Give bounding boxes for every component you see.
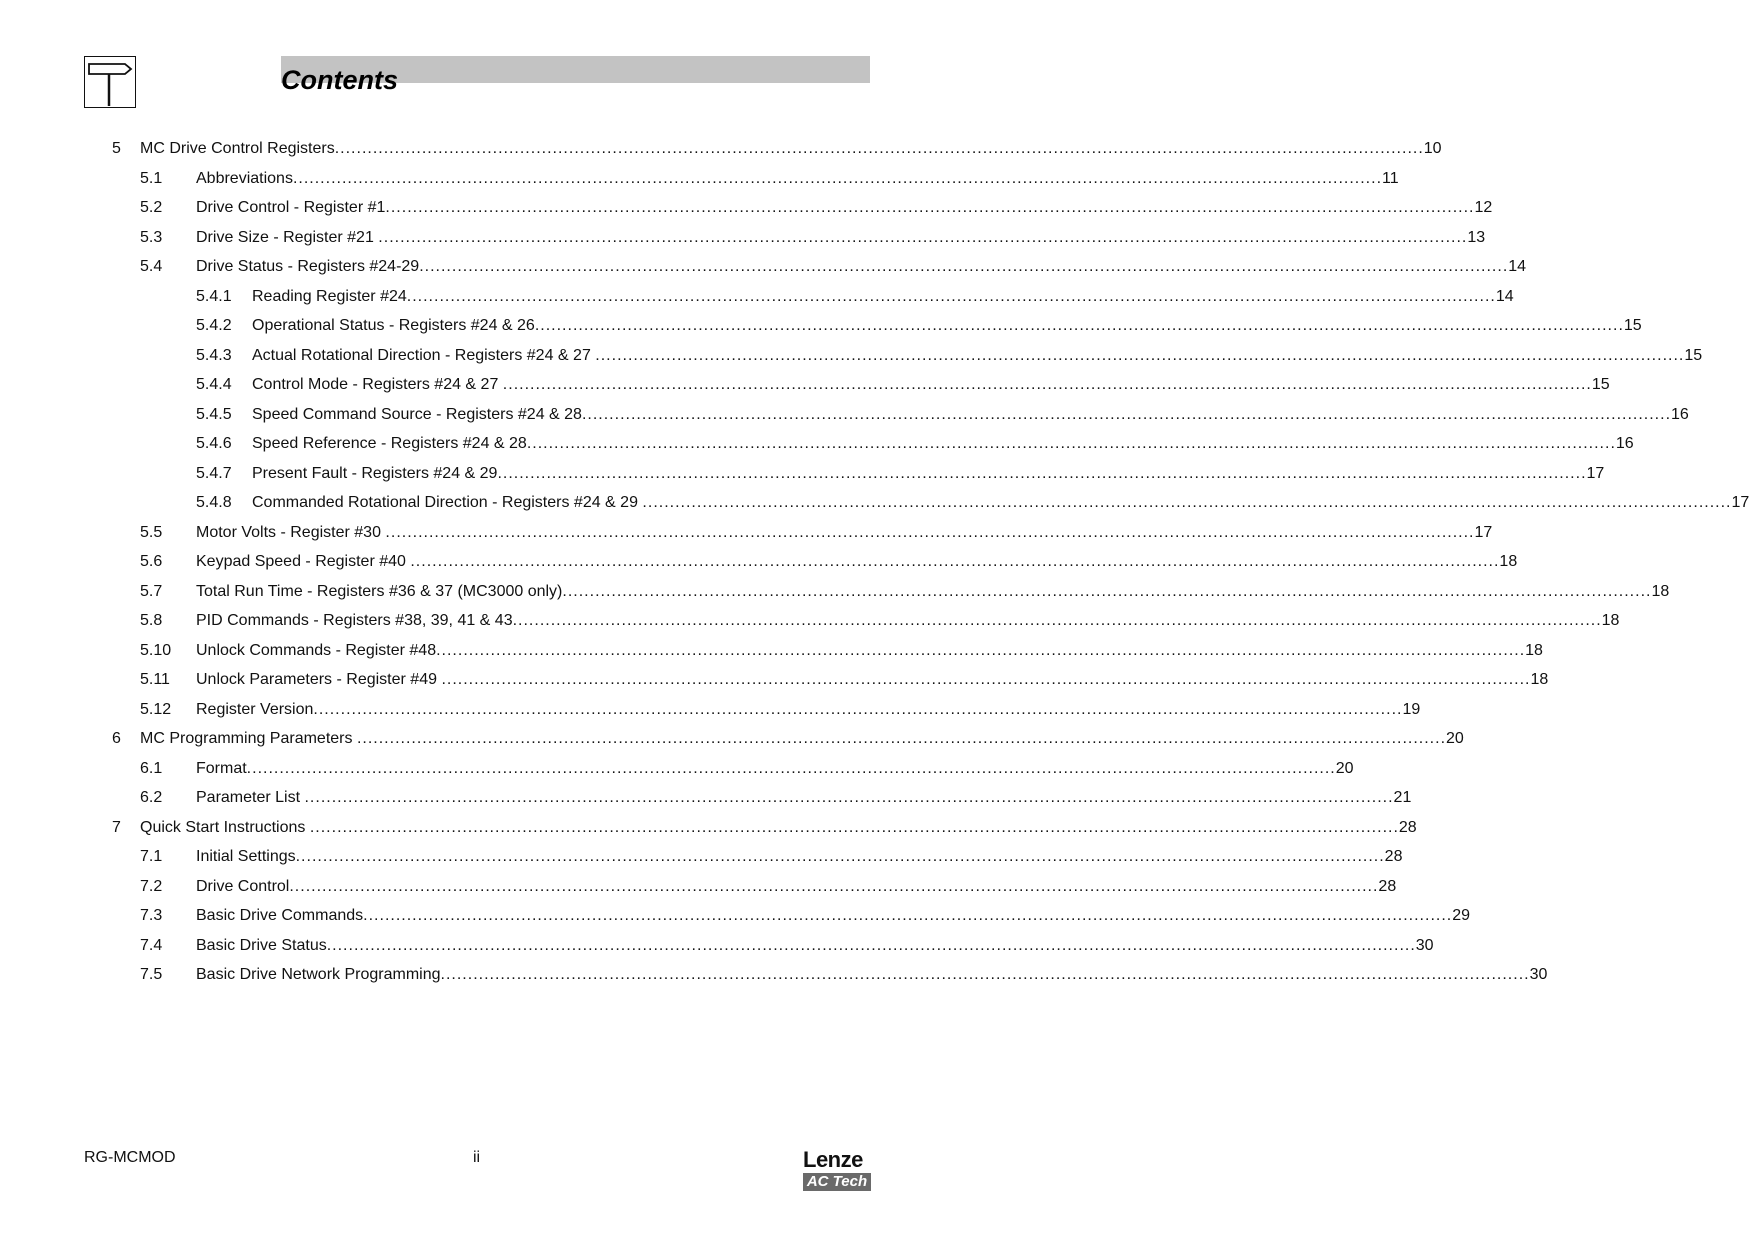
toc-leader-dots: ........................................................................................................................................................................................................	[292, 169, 1383, 187]
toc-leader-dots: ........................................................................................................................................................................................................	[385, 199, 1475, 216]
toc-entry-number: 5.11	[140, 671, 170, 688]
toc-entry-page: 16	[1671, 405, 1689, 423]
toc-entry[interactable]	[0, 636, 1543, 666]
toc-entry[interactable]	[0, 813, 1417, 843]
toc-entry-line	[252, 400, 1689, 430]
toc-entry-page: 30	[1415, 936, 1434, 954]
toc-entry[interactable]	[0, 931, 1434, 961]
toc-entry-number: 5.2	[140, 199, 163, 216]
toc-entry-number: 5.4.2	[196, 317, 232, 334]
toc-entry[interactable]	[0, 311, 1642, 341]
toc-entry-line	[196, 783, 1412, 813]
toc-entry[interactable]	[0, 223, 1486, 253]
toc-entry[interactable]	[0, 429, 1634, 459]
toc-entry-line	[196, 606, 1620, 636]
toc-entry-page: 28	[1384, 848, 1403, 865]
toc-leader-dots: ........................................................................................................................................................................................................	[562, 582, 1652, 600]
toc-entry-page: 18	[1601, 612, 1620, 629]
toc-leader-dots: ........................................................................................................................................................................................................	[356, 730, 1447, 747]
toc-entry-page: 20	[1335, 759, 1354, 777]
toc-leader-dots: ........................................................................................................................................................................................................	[419, 258, 1509, 275]
toc-entry-title: Drive Control - Register #1	[196, 199, 386, 216]
toc-entry-number: 5.4.7	[196, 464, 232, 482]
toc-leader-dots: ........................................................................................................................................................................................................	[406, 287, 1496, 305]
page-number: ii	[473, 1149, 481, 1166]
toc-leader-dots: ........................................................................................................................................................................................................	[295, 848, 1385, 865]
toc-entry-title: Actual Rotational Direction - Registers #24 & 27	[252, 346, 596, 364]
toc-entry-line	[196, 695, 1421, 725]
toc-entry-title: Present Fault - Registers #24 & 29	[252, 464, 498, 482]
toc-leader-dots: ........................................................................................................................................................................................................	[313, 700, 1403, 718]
toc-entry-line	[140, 134, 1442, 164]
toc-leader-dots: ........................................................................................................................................................................................................	[502, 376, 1592, 393]
toc-entry[interactable]	[0, 606, 1620, 636]
toc-entry-number: 5.1	[140, 169, 163, 187]
toc-entry-title: PID Commands - Registers #38, 39, 41 & 43	[196, 612, 513, 629]
toc-entry-line	[140, 724, 1464, 754]
toc-entry[interactable]	[0, 370, 1610, 400]
toc-entry[interactable]	[0, 252, 1527, 282]
toc-entry[interactable]	[0, 872, 1397, 902]
toc-entry-line	[196, 636, 1543, 666]
toc-entry-title: Initial Settings	[196, 848, 296, 865]
toc-leader-dots: ........................................................................................................................................................................................................	[526, 435, 1616, 452]
toc-leader-dots: ........................................................................................................................................................................................................	[378, 228, 1468, 246]
toc-entry[interactable]	[0, 488, 1749, 518]
toc-entry-title: Register Version	[196, 700, 314, 718]
toc-entry-number: 5.4.6	[196, 435, 232, 452]
toc-entry-number: 6.2	[140, 789, 163, 806]
toc-entry-number: 5.12	[140, 700, 172, 718]
toc-entry-number: 5.4	[140, 258, 163, 275]
toc-leader-dots: ........................................................................................................................................................................................................	[246, 759, 1336, 777]
toc-entry[interactable]	[0, 134, 1442, 164]
toc-leader-dots: ........................................................................................................................................................................................................	[595, 346, 1685, 364]
toc-entry-title: Speed Command Source - Registers #24 & 28	[252, 405, 582, 423]
toc-entry-page: 15	[1684, 346, 1703, 364]
toc-entry-page: 15	[1591, 376, 1610, 393]
toc-leader-dots: ........................................................................................................................................................................................................	[326, 936, 1416, 954]
toc-entry-title: Abbreviations	[196, 169, 293, 187]
toc-entry-line	[196, 960, 1548, 990]
toc-entry-number: 7	[112, 818, 121, 836]
toc-entry-page: 18	[1530, 671, 1549, 688]
toc-entry-line	[196, 931, 1434, 961]
toc-entry-page: 17	[1586, 464, 1605, 482]
toc-entry-number: 5.6	[140, 553, 163, 570]
toc-entry-line	[196, 252, 1527, 282]
toc-entry-number: 5.8	[140, 612, 163, 629]
toc-entry[interactable]	[0, 400, 1689, 430]
toc-entry-number: 7.5	[140, 966, 163, 983]
toc-entry-number: 5.4.8	[196, 494, 232, 511]
toc-entry[interactable]	[0, 518, 1493, 548]
toc-entry-page: 16	[1615, 435, 1634, 452]
toc-leader-dots: ........................................................................................................................................................................................................	[440, 966, 1530, 983]
toc-entry-line	[196, 164, 1399, 194]
toc-leader-dots: ........................................................................................................................................................................................................	[289, 877, 1379, 895]
toc-entry-title: Total Run Time - Registers #36 & 37 (MC3000 only)	[196, 582, 563, 600]
toc-entry-page: 28	[1378, 877, 1397, 895]
toc-entry-title: Speed Reference - Registers #24 & 28	[252, 435, 527, 452]
toc-entry-title: Parameter List	[196, 789, 305, 806]
toc-entry-title: Basic Drive Status	[196, 936, 327, 954]
toc-leader-dots: ........................................................................................................................................................................................................	[642, 494, 1732, 511]
toc-entry-title: Operational Status - Registers #24 & 26	[252, 317, 535, 334]
toc-entry-page: 12	[1474, 199, 1493, 216]
toc-entry-line	[252, 311, 1642, 341]
toc-entry[interactable]	[0, 665, 1549, 695]
toc-entry-page: 29	[1452, 907, 1471, 924]
toc-entry-title: Motor Volts - Register #30	[196, 523, 386, 541]
toc-entry-page: 13	[1467, 228, 1486, 246]
toc-entry-number: 5.7	[140, 582, 163, 600]
toc-entry-number: 5.4.5	[196, 405, 232, 423]
toc-leader-dots: ........................................................................................................................................................................................................	[309, 818, 1399, 836]
toc-entry-line	[196, 665, 1549, 695]
toc-entry-page: 19	[1402, 700, 1421, 718]
toc-entry-page: 21	[1393, 789, 1412, 806]
toc-leader-dots: ........................................................................................................................................................................................................	[304, 789, 1394, 806]
toc-entry-title: Drive Control	[196, 877, 290, 895]
toc-leader-dots: ........................................................................................................................................................................................................	[410, 553, 1500, 570]
toc-leader-dots: ........................................................................................................................................................................................................	[363, 907, 1453, 924]
toc-entry-number: 7.4	[140, 936, 163, 954]
toc-entry-page: 17	[1731, 494, 1749, 511]
toc-entry[interactable]	[0, 695, 1421, 725]
toc-entry[interactable]	[0, 960, 1548, 990]
toc-entry[interactable]	[0, 842, 1403, 872]
toc-entry-title: Reading Register #24	[252, 287, 407, 305]
toc-entry[interactable]	[0, 754, 1354, 784]
toc-entry-title: Quick Start Instructions	[140, 818, 310, 836]
toc-entry[interactable]	[0, 164, 1399, 194]
toc-entry-line	[196, 901, 1471, 931]
document-id: RG-MCMOD	[84, 1149, 176, 1166]
toc-entry[interactable]	[0, 547, 1518, 577]
toc-entry-line	[196, 872, 1397, 902]
toc-entry-line	[252, 488, 1749, 518]
toc-entry[interactable]	[0, 724, 1464, 754]
toc-entry-page: 17	[1474, 523, 1493, 541]
toc-leader-dots: ........................................................................................................................................................................................................	[497, 464, 1587, 482]
toc-leader-dots: ........................................................................................................................................................................................................	[581, 405, 1672, 423]
toc-entry-line	[252, 459, 1605, 489]
toc-entry-title: Control Mode - Registers #24 & 27	[252, 376, 503, 393]
toc-entry-page: 20	[1446, 730, 1464, 747]
toc-entry-line	[252, 282, 1514, 312]
toc-entry[interactable]	[0, 577, 1670, 607]
toc-entry-number: 7.2	[140, 877, 163, 895]
toc-entry-number: 5.4.1	[196, 287, 232, 305]
toc-entry-line	[196, 193, 1493, 223]
toc-entry-line	[196, 547, 1518, 577]
toc-entry-number: 5.10	[140, 641, 172, 659]
toc-entry-page: 18	[1499, 553, 1518, 570]
toc-entry-title: Unlock Parameters - Register #49	[196, 671, 442, 688]
toc-entry-line	[252, 429, 1634, 459]
toc-entry[interactable]	[0, 282, 1514, 312]
toc-entry-page: 10	[1423, 140, 1442, 157]
table-of-contents	[0, 134, 1749, 990]
signpost-icon	[84, 56, 136, 108]
toc-leader-dots: ........................................................................................................................................................................................................	[534, 317, 1624, 334]
page-title: Contents	[281, 65, 398, 95]
toc-entry-number: 6.1	[140, 759, 163, 777]
toc-entry-line	[252, 370, 1610, 400]
toc-entry-title: MC Drive Control Registers	[140, 140, 335, 157]
toc-entry-title: Commanded Rotational Direction - Registers #24 & 29	[252, 494, 643, 511]
toc-entry-page: 14	[1495, 287, 1514, 305]
toc-entry-title: Basic Drive Network Programming	[196, 966, 441, 983]
toc-entry-number: 7.1	[140, 848, 163, 865]
toc-entry-number: 7.3	[140, 907, 163, 924]
toc-entry-number: 5.4.4	[196, 376, 232, 393]
toc-entry-page: 15	[1623, 317, 1642, 334]
toc-entry-number: 5.3	[140, 228, 163, 246]
logo-subbrand: AC Tech	[803, 1173, 871, 1191]
toc-entry-page: 18	[1651, 582, 1670, 600]
toc-entry-title: Drive Status - Registers #24-29	[196, 258, 420, 275]
toc-entry-line	[196, 223, 1486, 253]
toc-entry-title: MC Programming Parameters	[140, 730, 357, 747]
toc-entry[interactable]	[0, 459, 1605, 489]
toc-entry-page: 14	[1508, 258, 1527, 275]
toc-entry[interactable]	[0, 341, 1703, 371]
toc-leader-dots: ........................................................................................................................................................................................................	[441, 671, 1531, 688]
toc-leader-dots: ........................................................................................................................................................................................................	[385, 523, 1475, 541]
toc-leader-dots: ........................................................................................................................................................................................................	[334, 140, 1424, 157]
toc-entry-page: 18	[1525, 641, 1543, 659]
toc-entry-line	[196, 842, 1403, 872]
toc-entry-number: 5.4.3	[196, 346, 232, 364]
toc-leader-dots: ........................................................................................................................................................................................................	[512, 612, 1602, 629]
toc-entry-page: 30	[1529, 966, 1548, 983]
toc-entry-number: 6	[112, 730, 121, 747]
toc-entry-page: 28	[1398, 818, 1417, 836]
toc-entry-page: 11	[1382, 169, 1399, 187]
toc-entry[interactable]	[0, 783, 1412, 813]
lenze-logo	[803, 1148, 871, 1191]
toc-entry-number: 5.5	[140, 523, 163, 541]
toc-entry-line	[252, 341, 1703, 371]
toc-entry-title: Unlock Commands - Register #48	[196, 641, 437, 659]
toc-leader-dots: ........................................................................................................................................................................................................	[436, 641, 1526, 659]
toc-entry-title: Format	[196, 759, 247, 777]
toc-entry-title: Keypad Speed - Register #40	[196, 553, 411, 570]
toc-entry-title: Drive Size - Register #21	[196, 228, 379, 246]
toc-entry-line	[196, 754, 1354, 784]
toc-entry-line	[196, 577, 1670, 607]
toc-entry[interactable]	[0, 193, 1493, 223]
toc-entry-line	[140, 813, 1417, 843]
toc-entry[interactable]	[0, 901, 1471, 931]
logo-wordmark: Lenze	[803, 1147, 863, 1172]
toc-entry-line	[196, 518, 1493, 548]
toc-entry-number: 5	[112, 140, 121, 157]
toc-entry-title: Basic Drive Commands	[196, 907, 364, 924]
